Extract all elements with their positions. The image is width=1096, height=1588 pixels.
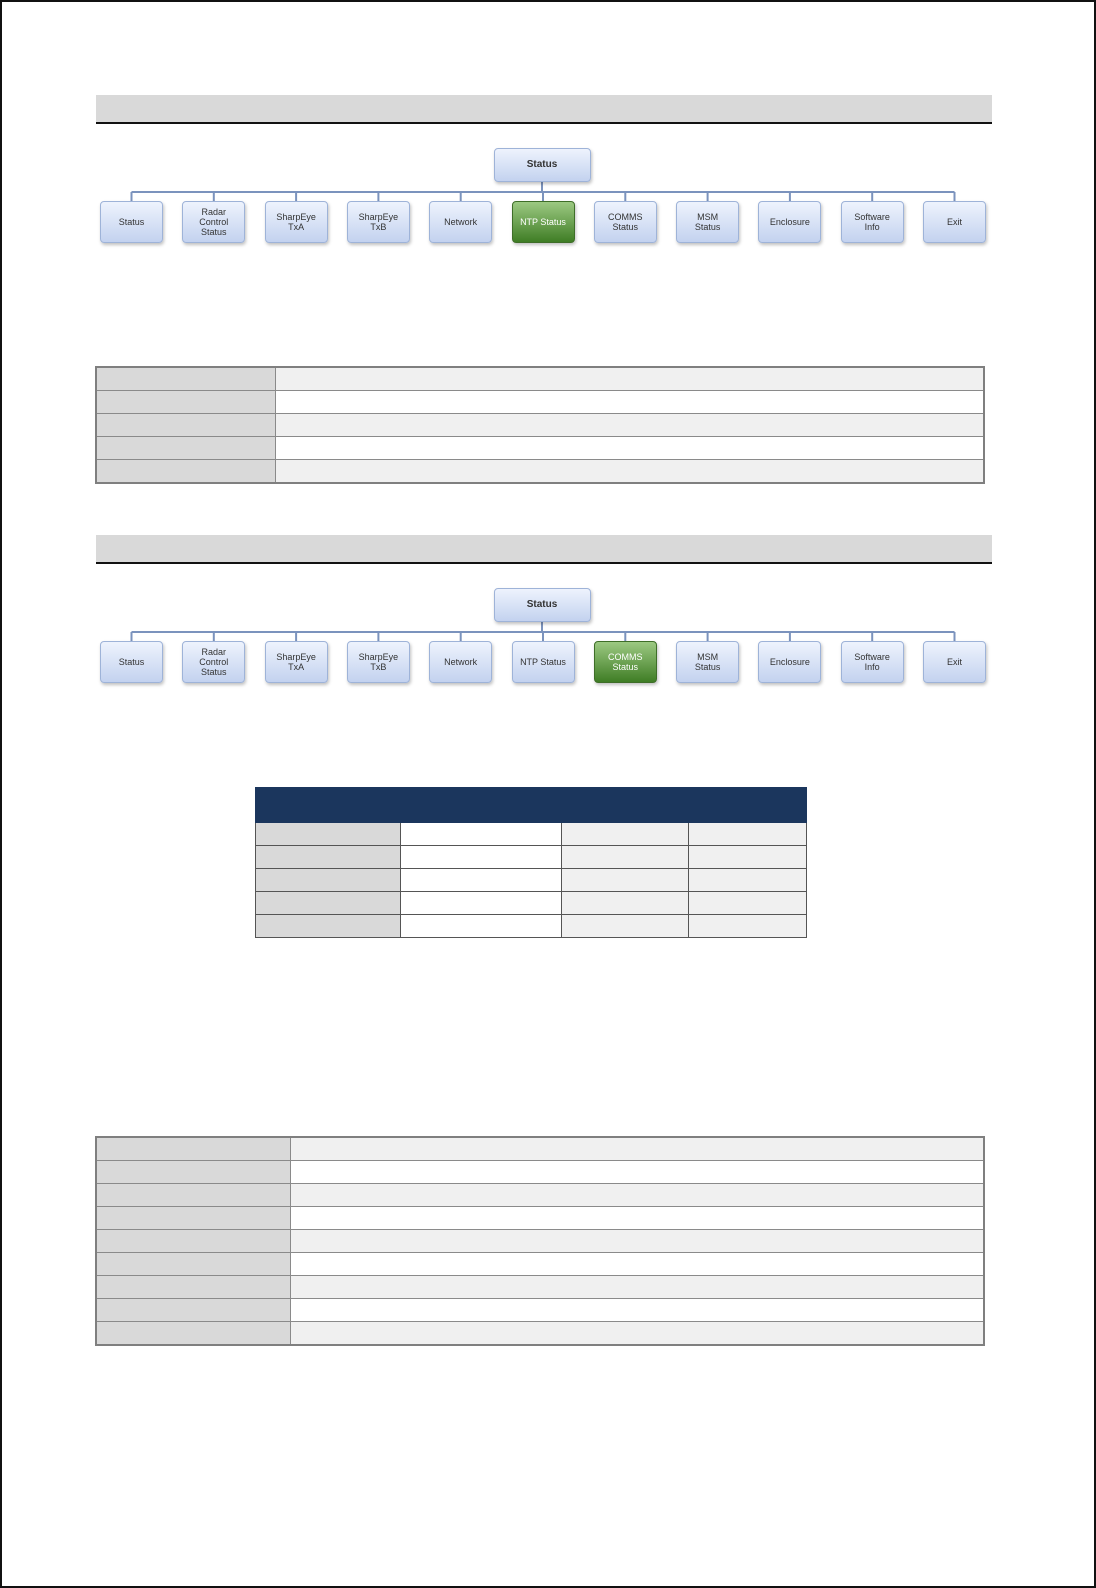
- table-cell: [562, 915, 689, 938]
- table-value-cell: [291, 1276, 985, 1299]
- section-heading-bar-2: [96, 535, 992, 564]
- ntp-status-table: [95, 366, 985, 484]
- table-header-cell: [689, 788, 807, 823]
- section-heading-bar-1: [96, 95, 992, 124]
- table-value-cell: [276, 437, 985, 460]
- table-cell: [256, 915, 401, 938]
- table-row: [96, 1299, 984, 1322]
- table-row: [96, 1253, 984, 1276]
- status-menu-diagram-ntp: [96, 148, 996, 258]
- table-row: [256, 846, 807, 869]
- table-cell: [562, 823, 689, 846]
- table-value-cell: [291, 1161, 985, 1184]
- table-cell: [562, 846, 689, 869]
- menu-node-sharpeye-txa: SharpEye TxA: [265, 201, 328, 243]
- table-key-cell: [96, 1137, 291, 1161]
- table-key-cell: [96, 437, 276, 460]
- table-cell: [689, 892, 807, 915]
- table-value-cell: [291, 1253, 985, 1276]
- table-value-cell: [276, 414, 985, 437]
- table-header-cell: [401, 788, 562, 823]
- menu-node-comms-status: COMMS Status: [594, 641, 657, 683]
- table-key-cell: [96, 1207, 291, 1230]
- table-cell: [401, 846, 562, 869]
- menu-node-msm-status: MSM Status: [676, 201, 739, 243]
- table-row: [96, 1161, 984, 1184]
- table-key-cell: [96, 1276, 291, 1299]
- table-row: [96, 1184, 984, 1207]
- table-key-cell: [96, 1184, 291, 1207]
- table-key-cell: [96, 1299, 291, 1322]
- menu-node-exit: Exit: [923, 641, 986, 683]
- table-value-cell: [291, 1230, 985, 1253]
- menu-node-radar-control-status: Radar Control Status: [182, 641, 245, 683]
- menu-node-network: Network: [429, 641, 492, 683]
- status-root-node: Status: [494, 588, 591, 622]
- table-key-cell: [96, 1230, 291, 1253]
- menu-node-software-info: Software Info: [841, 641, 904, 683]
- table-cell: [562, 892, 689, 915]
- table-row: [96, 460, 984, 484]
- menu-node-ntp-status: NTP Status: [512, 201, 575, 243]
- table-row: [256, 823, 807, 846]
- table-cell: [401, 892, 562, 915]
- menu-node-sharpeye-txb: SharpEye TxB: [347, 201, 410, 243]
- menu-node-comms-status: COMMS Status: [594, 201, 657, 243]
- table-value-cell: [291, 1322, 985, 1346]
- table-cell: [256, 892, 401, 915]
- table-row: [96, 1137, 984, 1161]
- table-key-cell: [96, 460, 276, 484]
- table-value-cell: [276, 367, 985, 391]
- table-row: [256, 869, 807, 892]
- menu-node-status: Status: [100, 641, 163, 683]
- table-value-cell: [276, 460, 985, 484]
- table-cell: [401, 823, 562, 846]
- table-row: [96, 1322, 984, 1346]
- table-key-cell: [96, 1322, 291, 1346]
- table-value-cell: [291, 1137, 985, 1161]
- table-cell: [256, 846, 401, 869]
- table-cell: [256, 823, 401, 846]
- menu-node-exit: Exit: [923, 201, 986, 243]
- table-header-row: [256, 788, 807, 823]
- table-row: [256, 915, 807, 938]
- table-key-cell: [96, 1161, 291, 1184]
- table-header-cell: [256, 788, 401, 823]
- table-row: [96, 414, 984, 437]
- table-value-cell: [276, 391, 985, 414]
- menu-node-enclosure: Enclosure: [758, 641, 821, 683]
- table-row: [96, 367, 984, 391]
- status-root-node: Status: [494, 148, 591, 182]
- table-cell: [401, 869, 562, 892]
- details-table: [95, 1136, 985, 1346]
- menu-node-radar-control-status: Radar Control Status: [182, 201, 245, 243]
- table-cell: [689, 869, 807, 892]
- menu-node-network: Network: [429, 201, 492, 243]
- table-row: [96, 1276, 984, 1299]
- menu-node-software-info: Software Info: [841, 201, 904, 243]
- table-key-cell: [96, 414, 276, 437]
- table-row: [96, 391, 984, 414]
- table-cell: [689, 823, 807, 846]
- table-value-cell: [291, 1184, 985, 1207]
- table-key-cell: [96, 391, 276, 414]
- menu-node-status: Status: [100, 201, 163, 243]
- table-row: [96, 1230, 984, 1253]
- table-row: [256, 892, 807, 915]
- menu-node-msm-status: MSM Status: [676, 641, 739, 683]
- table-value-cell: [291, 1299, 985, 1322]
- table-row: [96, 437, 984, 460]
- table-cell: [562, 869, 689, 892]
- menu-node-sharpeye-txb: SharpEye TxB: [347, 641, 410, 683]
- table-cell: [401, 915, 562, 938]
- table-header-cell: [562, 788, 689, 823]
- table-key-cell: [96, 1253, 291, 1276]
- status-menu-diagram-comms: [96, 588, 996, 698]
- table-row: [96, 1207, 984, 1230]
- table-cell: [689, 915, 807, 938]
- comms-status-table: [255, 787, 807, 938]
- table-cell: [689, 846, 807, 869]
- table-value-cell: [291, 1207, 985, 1230]
- table-cell: [256, 869, 401, 892]
- menu-node-sharpeye-txa: SharpEye TxA: [265, 641, 328, 683]
- menu-node-ntp-status: NTP Status: [512, 641, 575, 683]
- table-key-cell: [96, 367, 276, 391]
- menu-node-enclosure: Enclosure: [758, 201, 821, 243]
